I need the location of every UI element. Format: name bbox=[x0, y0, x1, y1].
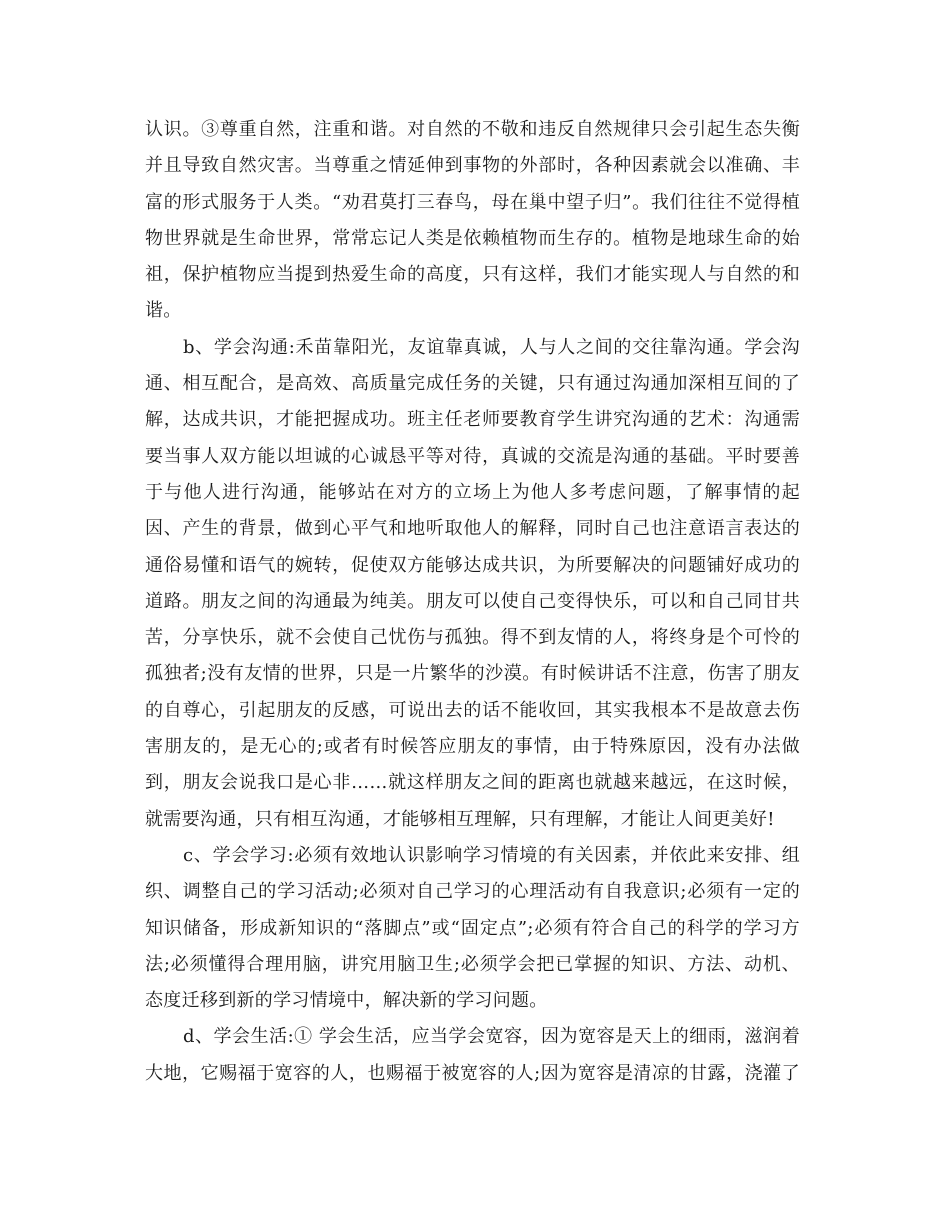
paragraph-p2 bbox=[145, 330, 800, 838]
text-line: 苦，分享快乐，就不会使自己忧伤与孤独。得不到友情的人，将终身是个可怜的 bbox=[145, 627, 800, 649]
text-line: 法;必须懂得合理用脑，讲究用脑卫生;必须学会把已掌握的知识、方法、动机、 bbox=[145, 953, 800, 975]
paragraph-p3 bbox=[145, 838, 800, 1019]
text-line: 大地，它赐福于宽容的人，也赐福于被宽容的人;因为宽容是清凉的甘露，浇灌了 bbox=[145, 1062, 800, 1084]
text-line: 道路。朋友之间的沟通最为纯美。朋友可以使自己变得快乐，可以和自己同甘共 bbox=[145, 590, 800, 612]
document-body bbox=[145, 112, 800, 1092]
text-line: 态度迁移到新的学习情境中，解决新的学习问题。 bbox=[145, 990, 548, 1012]
text-line: 知识储备，形成新知识的“落脚点”或“固定点”;必须有符合自己的科学的学习方 bbox=[145, 917, 800, 939]
paragraph-p1 bbox=[145, 112, 800, 330]
text-line: 于与他人进行沟通，能够站在对方的立场上为他人多考虑问题，了解事情的起 bbox=[145, 481, 800, 503]
text-line: b、学会沟通:禾苗靠阳光，友谊靠真诚，人与人之间的交往靠沟通。学会沟 bbox=[183, 336, 800, 358]
text-line: 害朋友的，是无心的;或者有时候答应朋友的事情，由于特殊原因，没有办法做 bbox=[145, 736, 800, 758]
text-line: 织、调整自己的学习活动;必须对自己学习的心理活动有自我意识;必须有一定的 bbox=[145, 881, 800, 903]
text-line: 富的形式服务于人类。“劝君莫打三春鸟，母在巢中望子归”。我们往往不觉得植 bbox=[145, 191, 800, 213]
text-line: d、学会生活:① 学会生活，应当学会宽容，因为宽容是天上的细雨，滋润着 bbox=[183, 1026, 800, 1048]
text-line: 要当事人双方能以坦诚的心诚恳平等对待，真诚的交流是沟通的基础。平时要善 bbox=[145, 445, 800, 467]
paragraph-p4 bbox=[145, 1019, 800, 1092]
text-line: c、学会学习:必须有效地认识影响学习情境的有关因素，并依此来安排、组 bbox=[183, 844, 800, 866]
text-line: 并且导致自然灾害。当尊重之情延伸到事物的外部时，各种因素就会以准确、丰 bbox=[145, 155, 800, 177]
text-line: 谐。 bbox=[145, 300, 182, 322]
text-line: 孤独者;没有友情的世界，只是一片繁华的沙漠。有时候讲话不注意，伤害了朋友 bbox=[145, 663, 800, 685]
text-line: 就需要沟通，只有相互沟通，才能够相互理解，只有理解，才能让人间更美好! bbox=[145, 808, 775, 830]
text-line: 的自尊心，引起朋友的反感，可说出去的话不能收回，其实我根本不是故意去伤 bbox=[145, 699, 800, 721]
text-line: 认识。③尊重自然，注重和谐。对自然的不敬和违反自然规律只会引起生态失衡 bbox=[145, 119, 800, 140]
text-line: 通俗易懂和语气的婉转，促使双方能够达成共识，为所要解决的问题铺好成功的 bbox=[145, 554, 800, 576]
text-line: 通、相互配合，是高效、高质量完成任务的关键，只有通过沟通加深相互间的了 bbox=[145, 373, 800, 395]
text-line: 祖，保护植物应当提到热爱生命的高度，只有这样，我们才能实现人与自然的和 bbox=[145, 264, 800, 286]
text-line: 解，达成共识，才能把握成功。班主任老师要教育学生讲究沟通的艺术：沟通需 bbox=[145, 409, 800, 431]
text-line: 物世界就是生命世界，常常忘记人类是依赖植物而生存的。植物是地球生命的始 bbox=[145, 227, 800, 249]
text-line: 因、产生的背景，做到心平气和地听取他人的解释，同时自己也注意语言表达的 bbox=[145, 518, 800, 540]
text-line: 到，朋友会说我口是心非……就这样朋友之间的距离也就越来越远，在这时候， bbox=[145, 772, 800, 794]
